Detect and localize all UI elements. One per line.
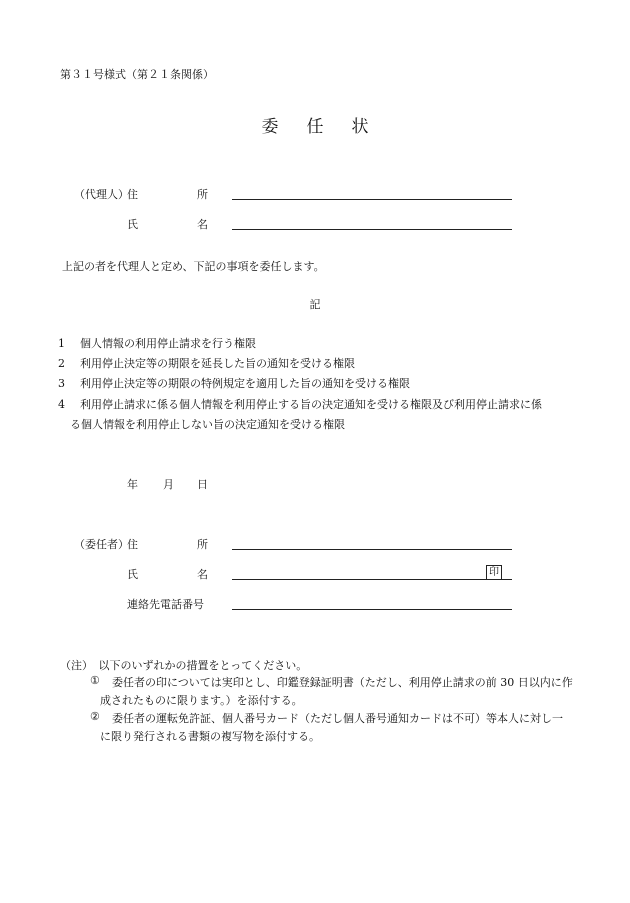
item-number: 3 bbox=[58, 377, 65, 390]
list-item bbox=[58, 375, 410, 391]
item-number: 4 bbox=[58, 398, 65, 411]
agent-tag: （代理人） bbox=[74, 188, 129, 201]
principal-tag: （委任者） bbox=[74, 538, 129, 551]
item-4-continuation: る個人情報を利用停止しない旨の決定通知を受ける権限 bbox=[70, 418, 345, 431]
date-month-label: 月 bbox=[163, 478, 174, 491]
seal-mark: 印 bbox=[486, 565, 502, 580]
note-2-mark: ② bbox=[90, 710, 100, 723]
list-item bbox=[58, 355, 355, 371]
principal-name-field[interactable] bbox=[232, 579, 512, 580]
principal-address-label: 住 bbox=[127, 538, 138, 551]
principal-address-field[interactable] bbox=[232, 549, 512, 550]
item-number: 2 bbox=[58, 357, 65, 370]
item-number: 1 bbox=[58, 337, 65, 350]
agent-address-label-2: 所 bbox=[197, 188, 208, 201]
item-text: 利用停止請求に係る個人情報を利用停止する旨の決定通知を受ける権限及び利用停止請求に係 bbox=[80, 398, 542, 411]
item-text: 利用停止決定等の期限を延長した旨の通知を受ける権限 bbox=[80, 357, 355, 370]
agent-name-field[interactable] bbox=[232, 229, 512, 230]
list-item bbox=[58, 396, 542, 412]
form-number: 第３１号様式（第２１条関係） bbox=[60, 68, 214, 81]
principal-name-label: 氏 bbox=[127, 568, 138, 581]
principal-address-label-2: 所 bbox=[197, 538, 208, 551]
note-1-line-1: 委任者の印については実印とし、印鑑登録証明書（ただし、利用停止請求の前 30 日以内に作 bbox=[112, 676, 573, 689]
agent-address-field[interactable] bbox=[232, 199, 512, 200]
ki-heading: 記 bbox=[309, 298, 321, 311]
item-text: 利用停止決定等の期限の特例規定を適用した旨の通知を受ける権限 bbox=[80, 377, 410, 390]
item-text: 個人情報の利用停止請求を行う権限 bbox=[80, 337, 256, 350]
list-item bbox=[58, 335, 256, 351]
agent-name-label-2: 名 bbox=[197, 218, 208, 231]
principal-name-label-2: 名 bbox=[197, 568, 208, 581]
principal-phone-field[interactable] bbox=[232, 609, 512, 610]
note-2-line-1: 委任者の運転免許証、個人番号カード（ただし個人番号通知カードは不可）等本人に対し一 bbox=[112, 712, 563, 725]
note-1-mark: ① bbox=[90, 674, 100, 687]
date-day-label: 日 bbox=[197, 478, 208, 491]
principal-phone-label: 連絡先電話番号 bbox=[127, 598, 204, 611]
notes-heading: （注） 以下のいずれかの措置をとってください。 bbox=[60, 659, 308, 672]
agent-name-label: 氏 bbox=[127, 218, 138, 231]
note-2-line-2: に限り発行される書類の複写物を添付する。 bbox=[100, 730, 320, 743]
note-1-line-2: 成されたものに限ります。）を添付する。 bbox=[100, 694, 303, 707]
document-title: 委任状 bbox=[261, 117, 397, 137]
date-year-label: 年 bbox=[127, 478, 138, 491]
intro-text: 上記の者を代理人と定め、下記の事項を委任します。 bbox=[62, 260, 325, 273]
agent-address-label: 住 bbox=[127, 188, 138, 201]
